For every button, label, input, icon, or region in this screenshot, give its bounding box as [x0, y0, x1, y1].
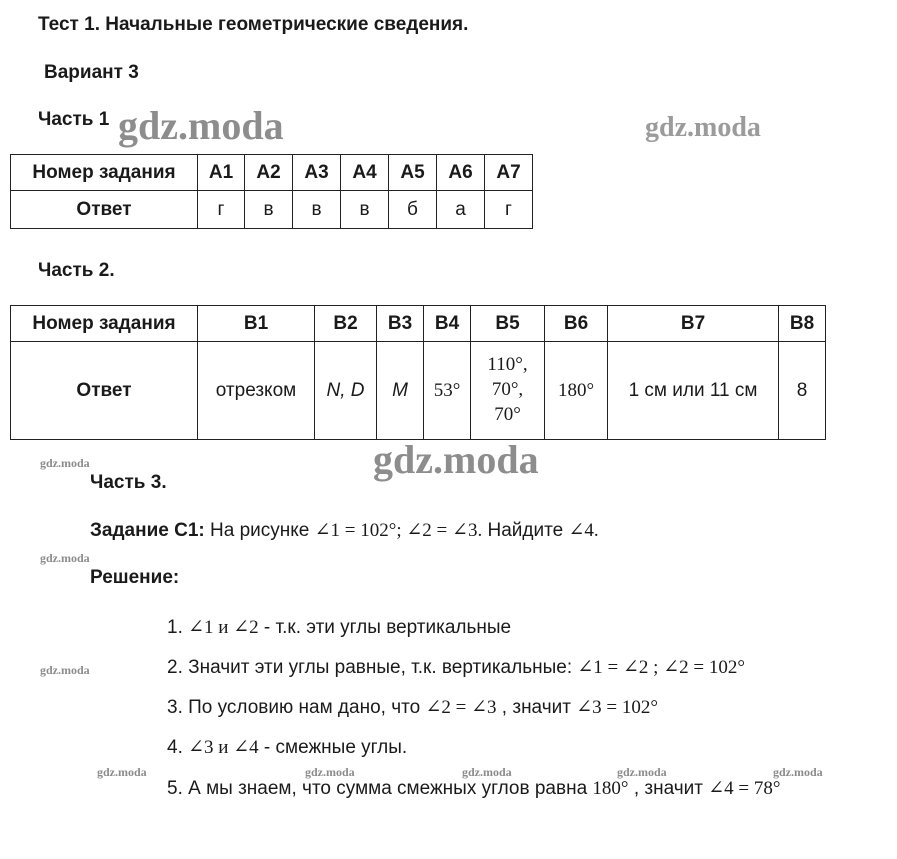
answer-cell: 180°	[545, 342, 608, 440]
step-math-2: ∠3 = 102°	[576, 697, 658, 718]
answer-cell: 53°	[424, 342, 471, 440]
answer-label-cell: Ответ	[11, 342, 198, 440]
watermark: gdz.moda	[40, 456, 90, 470]
answer-cell: в	[293, 191, 341, 229]
part1-table	[10, 154, 533, 229]
answer-cell: б	[389, 191, 437, 229]
watermark: gdz.moda	[118, 103, 284, 148]
header-cell: Номер задания	[11, 155, 198, 191]
task-cell: А3	[293, 155, 341, 191]
task-cell: А7	[485, 155, 533, 191]
task-cell: В3	[377, 306, 424, 342]
task-c1-math-1: ∠1 = 102°; ∠2 = ∠3.	[314, 520, 483, 541]
watermark: gdz.moda	[645, 112, 761, 143]
answer-line: 110°,	[487, 354, 528, 376]
answer-cell: г	[485, 191, 533, 229]
solution-step	[167, 777, 780, 800]
solution-step	[167, 656, 745, 679]
task-cell: В8	[779, 306, 826, 342]
table-row	[11, 191, 533, 229]
variant-label: Вариант 3	[44, 62, 139, 83]
header-cell: Номер задания	[11, 306, 198, 342]
step-number: 5.	[167, 778, 183, 799]
answer-cell: в	[341, 191, 389, 229]
task-cell: А1	[198, 155, 245, 191]
task-cell: В4	[424, 306, 471, 342]
step-text-2: , значит	[633, 778, 703, 799]
table-row	[11, 342, 826, 440]
answer-cell: M	[377, 342, 424, 440]
task-cell: В6	[545, 306, 608, 342]
step-number: 4.	[167, 737, 183, 758]
watermark: gdz.moda	[97, 765, 147, 779]
task-c1-text-a: На рисунке	[210, 520, 310, 541]
task-c1	[90, 519, 599, 542]
step-math: ∠1 = ∠2 ; ∠2 = 102°	[577, 657, 745, 678]
answer-cell-multiline	[471, 342, 545, 440]
task-cell: В5	[471, 306, 545, 342]
step-number: 3.	[167, 697, 183, 718]
watermark: gdz.moda	[617, 765, 667, 779]
task-cell: В2	[315, 306, 377, 342]
step-text: А мы знаем, что сумма смежных углов равна	[188, 778, 588, 799]
answer-label-cell: Ответ	[11, 191, 198, 229]
table-row	[11, 155, 533, 191]
answer-cell: а	[437, 191, 485, 229]
step-math-2: ∠4 = 78°	[708, 778, 781, 799]
answer-line: 70°	[494, 403, 521, 425]
task-cell: А2	[245, 155, 293, 191]
task-cell: В7	[608, 306, 779, 342]
step-text: По условию нам дано, что	[188, 697, 421, 718]
solution-label: Решение:	[90, 567, 180, 588]
task-cell: А4	[341, 155, 389, 191]
step-number: 1.	[167, 617, 183, 638]
step-math: ∠3 и ∠4	[188, 737, 259, 758]
answer-cell: отрезком	[198, 342, 315, 440]
step-math: 180°	[592, 778, 629, 799]
answer-cell: N, D	[315, 342, 377, 440]
task-cell: А5	[389, 155, 437, 191]
watermark: gdz.moda	[462, 765, 512, 779]
answer-cell: г	[198, 191, 245, 229]
part3-label: Часть 3.	[90, 472, 167, 493]
step-math: ∠2 = ∠3	[425, 697, 497, 718]
answer-cell: в	[245, 191, 293, 229]
watermark: gdz.moda	[305, 765, 355, 779]
step-text: - смежные углы.	[258, 737, 408, 758]
answer-cell: 8	[779, 342, 826, 440]
part1-label: Часть 1	[38, 109, 110, 130]
watermark: gdz.moda	[773, 765, 823, 779]
part2-table	[10, 305, 826, 440]
watermark: gdz.moda	[40, 663, 90, 677]
step-number: 2.	[167, 657, 183, 678]
table-row	[11, 306, 826, 342]
page-title: Тест 1. Начальные геометрические сведения.	[38, 14, 469, 35]
part2-label: Часть 2.	[38, 260, 115, 281]
answer-line: 70°,	[491, 379, 524, 401]
step-text: - т.к. эти углы вертикальные	[258, 617, 512, 638]
task-cell: В1	[198, 306, 315, 342]
task-c1-label: Задание С1:	[90, 520, 205, 541]
solution-step	[167, 736, 407, 759]
task-cell: А6	[437, 155, 485, 191]
step-text-2: , значит	[501, 697, 571, 718]
solution-step	[167, 616, 511, 639]
watermark: gdz.moda	[373, 437, 539, 482]
task-c1-math-2: ∠4.	[568, 520, 599, 541]
solution-step	[167, 696, 658, 719]
step-math: ∠1 и ∠2	[188, 617, 259, 638]
step-text: Значит эти углы равные, т.к. вертикальные:	[188, 657, 573, 678]
answer-cell: 1 см или 11 см	[608, 342, 779, 440]
task-c1-text-b: Найдите	[487, 520, 564, 541]
watermark: gdz.moda	[40, 551, 90, 565]
